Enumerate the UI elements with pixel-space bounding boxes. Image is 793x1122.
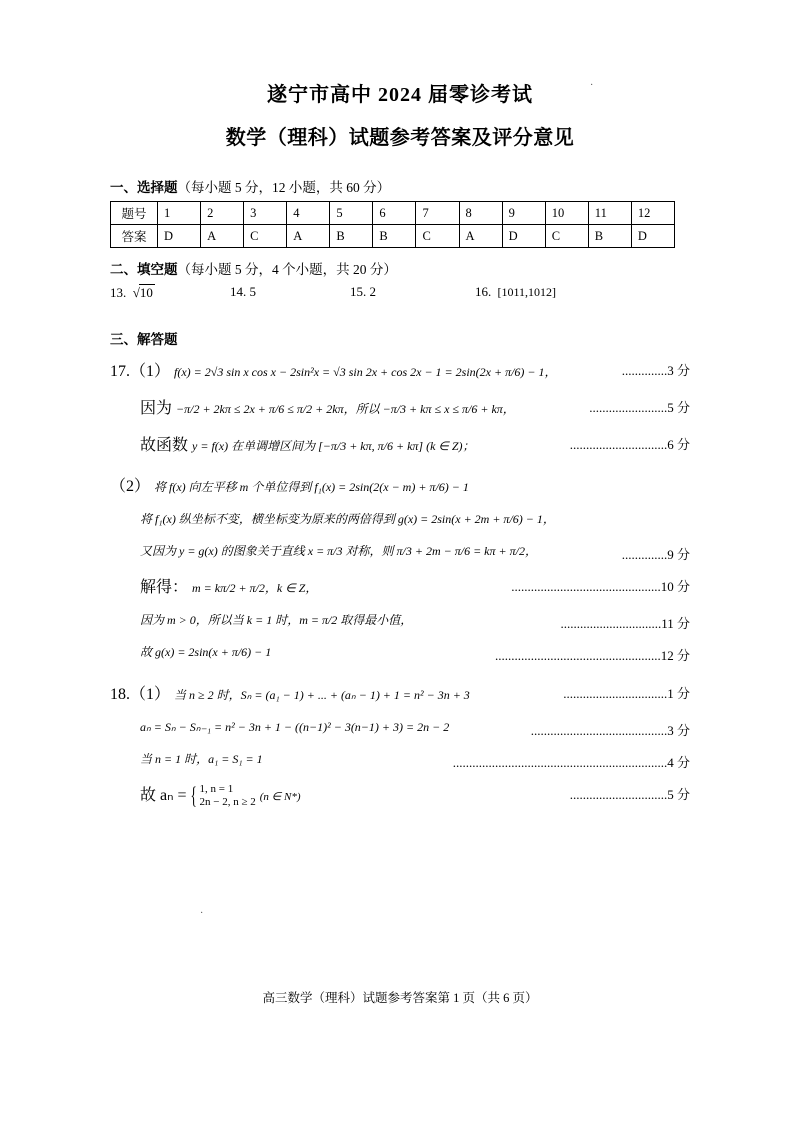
problem-17-formula-1: f(x) = 2√3 sin x cos x − 2sin²x = √3 sin 2x + cos 2x − 1 = 2sin(2x + π/6) − 1，	[174, 365, 557, 379]
piecewise-brace	[191, 783, 256, 811]
fill-item-15	[350, 284, 376, 300]
fill-item-15-value: 2	[369, 284, 376, 299]
problem-17-label: 17.（1）	[110, 363, 171, 380]
problem-17-part2-line4	[140, 574, 690, 597]
problem-18-part1-line2	[140, 718, 690, 736]
answer-cell: B	[373, 225, 416, 248]
page-footer: 高三数学（理科）试题参考答案第 1 页（共 6 页）	[262, 991, 538, 1005]
section2-note: （每小题 5 分，4 个小题，共 20 分）	[177, 262, 397, 277]
fill-in-answers-row	[110, 284, 690, 310]
answer-cell: B	[330, 225, 373, 248]
fill-item-13-number: 13.	[110, 285, 127, 300]
problem-17-line2-prefix: 因为	[140, 400, 173, 417]
problem-17-part2-formula-1: 将 f(x) 向左平移 m 个单位得到 f₁(x) = 2sin(2(x − m) + π/6) − 1	[154, 480, 469, 494]
problem-18-formula-2: aₙ = Sₙ − Sₙ₋₁ = n² − 3n + 1 − ((n−1)² − 3(n−1) + 3) = 2n − 2	[140, 720, 450, 734]
fill-item-14-value: 5	[249, 284, 256, 299]
question-number-cell: 6	[373, 202, 416, 225]
problem-17-part2-formula-4: m = kπ/2 + π/2，k ∈ Z，	[192, 581, 318, 595]
section-heading-choice	[110, 176, 690, 196]
question-number-cell: 9	[502, 202, 545, 225]
problem-17-part2-line3	[140, 542, 690, 560]
problem-17-part2-line5	[140, 611, 690, 629]
document-title-line1: 遂宁市高中 2024 届零诊考试	[267, 84, 533, 106]
problem-17-part1-line2	[140, 395, 690, 418]
fill-item-15-number: 15.	[350, 284, 367, 299]
problem-18-score-1: ................................1 分	[563, 686, 690, 701]
section-heading-solution	[110, 328, 690, 348]
problem-17-part2-formula-3: 又因为 y = g(x) 的图象关于直线 x = π/3 对称，则 π/3 + 2m − π/6 = kπ + π/2，	[140, 544, 537, 558]
problem-17-part2-score-4: ..............................................10 分	[511, 579, 690, 594]
scan-dot-bottom: ·	[200, 908, 204, 919]
table-row-question-numbers	[111, 202, 675, 225]
fill-item-14-number: 14.	[230, 284, 247, 299]
section1-label: 一、选择题	[110, 180, 178, 195]
problem-18-score-2: ..........................................3 分	[530, 723, 690, 738]
problem-17-part1-line3	[140, 432, 690, 455]
page-content	[110, 70, 690, 1005]
document-title-line2: 数学（理科）试题参考答案及评分意见	[225, 127, 575, 149]
problem-17-part2-score-3: ..............9 分	[621, 547, 690, 562]
problem-18-part1-line4	[140, 782, 690, 810]
answer-cell: D	[502, 225, 545, 248]
problem-18-line4-prefix: 故 aₙ =	[140, 787, 187, 804]
problem-17-formula-2: −π/2 + 2kπ ≤ 2x + π/6 ≤ π/2 + 2kπ，所以 −π/3 + kπ ≤ x ≤ π/6 + kπ，	[176, 402, 515, 416]
question-number-cell: 10	[545, 202, 588, 225]
problem-17-part2-formula-6: 故 g(x) = 2sin(x + π/6) − 1	[140, 645, 272, 659]
problem-18-part1-line1	[110, 681, 690, 704]
question-number-cell: 4	[287, 202, 330, 225]
fill-item-16	[475, 284, 556, 300]
fill-item-13: 13. √10	[110, 285, 153, 300]
problem-18-formula-1: 当 n ≥ 2 时，Sₙ = (a₁ − 1) + ... + (aₙ − 1) + 1 = n² − 3n + 3	[174, 688, 470, 702]
scan-dot-top: ·	[590, 80, 594, 91]
answer-cell: C	[545, 225, 588, 248]
fill-item-16-number: 16.	[475, 284, 492, 299]
problem-17-formula-3: y = f(x) 在单调增区间为 [−π/3 + kπ, π/6 + kπ] (k ∈ Z)；	[192, 439, 475, 453]
section1-note: （每小题 5 分，12 小题，共 60 分）	[177, 180, 391, 195]
answer-cell: D	[158, 225, 201, 248]
row-header-answer: 答案	[111, 225, 158, 248]
problem-17-part2-score-6: ...................................................12 分	[494, 648, 690, 663]
problem-17-part2-label: （2）	[110, 478, 151, 495]
problem-17-part2-line2	[140, 510, 690, 528]
problem-17-part2-formula-2: 将 f₁(x) 纵坐标不变，横坐标变为原来的两倍得到 g(x) = 2sin(x + 2m + π/6) − 1，	[140, 512, 555, 526]
question-number-cell: 5	[330, 202, 373, 225]
question-number-cell: 1	[158, 202, 201, 225]
section3-label: 三、解答题	[110, 332, 178, 347]
problem-17-line3-prefix: 故函数	[140, 437, 189, 454]
problem-17-part2-line1	[110, 473, 690, 496]
question-number-cell: 11	[588, 202, 631, 225]
piecewise-case-2: 2n − 2, n ≥ 2	[199, 796, 256, 809]
problem-18-formula-3: 当 n = 1 时，a₁ = S₁ = 1	[140, 752, 263, 766]
fill-item-14	[230, 284, 256, 300]
problem-17-part1-line1	[110, 358, 690, 381]
answers-table	[110, 201, 675, 248]
row-header-question: 题号	[111, 202, 158, 225]
problem-18-part1-line3	[140, 750, 690, 768]
problem-17-score-1: ..............3 分	[621, 363, 690, 378]
problem-17-score-2: ........................5 分	[589, 400, 690, 415]
problem-17-part2-line6	[140, 643, 690, 661]
section-heading-fill	[110, 258, 690, 278]
problem-18-line4-suffix: (n ∈ N*)	[259, 791, 301, 803]
answer-cell: B	[588, 225, 631, 248]
answer-cell: A	[287, 225, 330, 248]
problem-18-score-4: ..............................5 分	[569, 787, 690, 802]
problem-17-score-3: ..............................6 分	[569, 437, 690, 452]
problem-18-score-3: ..................................................................4 分	[452, 755, 690, 770]
question-number-cell: 7	[416, 202, 459, 225]
problem-18-label: 18.（1）	[110, 686, 171, 703]
fill-item-16-value: [1011,1012]	[497, 285, 557, 299]
answer-cell: C	[244, 225, 287, 248]
answer-cell: C	[416, 225, 459, 248]
answer-cell: A	[459, 225, 502, 248]
answer-cell: A	[201, 225, 244, 248]
table-row-answers	[111, 225, 675, 248]
question-number-cell: 12	[631, 202, 674, 225]
piecewise-case-1: 1, n = 1	[199, 782, 234, 795]
question-number-cell: 2	[201, 202, 244, 225]
problem-17-part2-formula-5: 因为 m > 0，所以当 k = 1 时，m = π/2 取得最小值，	[140, 613, 413, 627]
problem-17-part2-line4-prefix: 解得：	[140, 579, 189, 596]
question-number-cell: 8	[459, 202, 502, 225]
section2-label: 二、填空题	[110, 262, 178, 277]
problem-17-part2-score-5: ...............................11 分	[560, 616, 690, 631]
answer-cell: D	[631, 225, 674, 248]
question-number-cell: 3	[244, 202, 287, 225]
